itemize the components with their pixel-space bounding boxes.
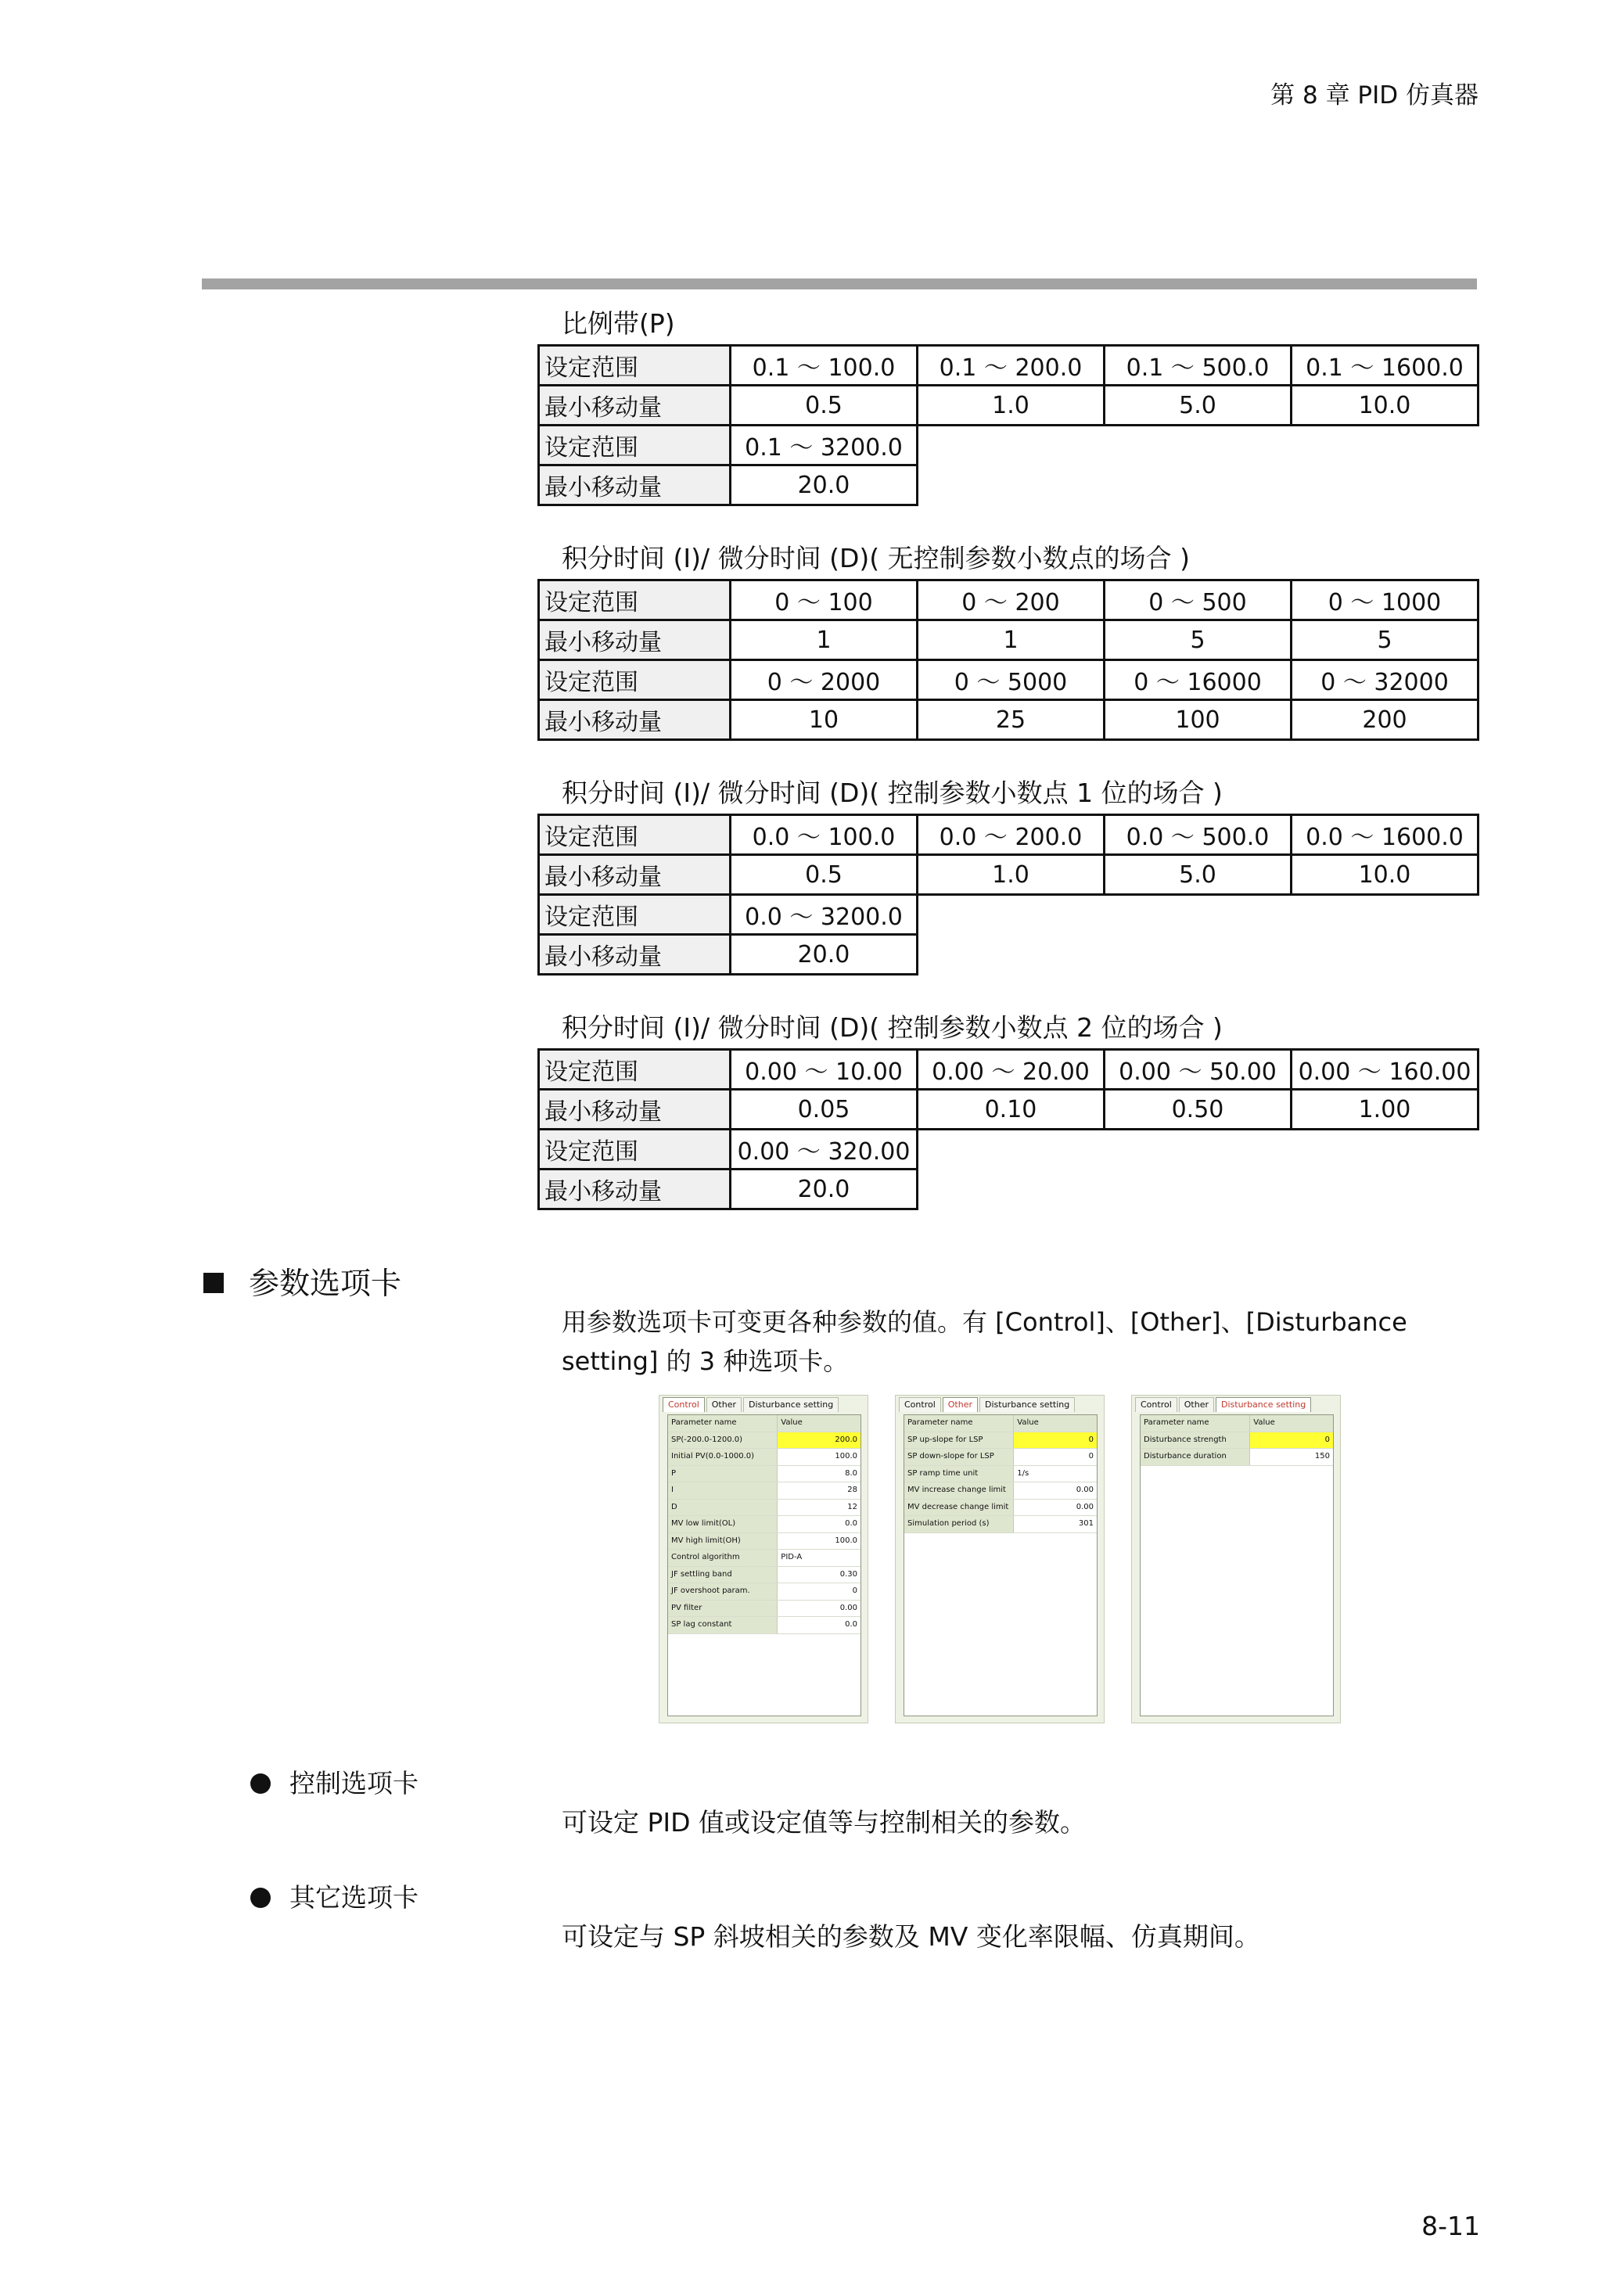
table-cell: 0.0 ～ 200.0 <box>918 815 1105 855</box>
row-label: 最小移动量 <box>539 700 731 740</box>
tab-bar <box>1135 1397 1337 1413</box>
bullet-description: 可设定 PID 值或设定值等与控制相关的参数。 <box>562 1807 1087 1838</box>
table-caption: 积分时间 (I)/ 微分时间 (D)( 控制参数小数点 1 位的场合 ) <box>562 778 1223 808</box>
table-cell: 0.5 <box>731 386 918 426</box>
parameter-name: SP(-200.0-1200.0) <box>668 1432 778 1449</box>
table-cell: 0.1 ～ 500.0 <box>1105 346 1292 386</box>
table-cell: 5.0 <box>1105 855 1292 895</box>
row-label: 设定范围 <box>539 346 731 386</box>
grid-row[interactable] <box>668 1516 861 1533</box>
grid-row[interactable] <box>668 1617 861 1634</box>
table-cell: 0 ～ 2000 <box>731 660 918 700</box>
table-cell: 0 ～ 32000 <box>1292 660 1478 700</box>
row-label: 最小移动量 <box>539 620 731 660</box>
table-cell: 1.00 <box>1292 1090 1478 1130</box>
header-parameter-name: Parameter name <box>1141 1415 1250 1432</box>
parameter-name: Disturbance duration <box>1141 1449 1250 1465</box>
parameter-table-proportional-band <box>537 344 1479 506</box>
table-row <box>539 855 1478 895</box>
table-cell: 0.05 <box>731 1090 918 1130</box>
grid-row[interactable] <box>1141 1449 1333 1466</box>
table-cell: 20.0 <box>731 1170 918 1209</box>
row-label: 设定范围 <box>539 660 731 700</box>
table-cell: 10 <box>731 700 918 740</box>
table-row <box>539 1170 1478 1209</box>
round-bullet-icon <box>250 1888 271 1908</box>
table-row <box>539 346 1478 386</box>
square-bullet-icon <box>203 1273 224 1293</box>
grid-row[interactable] <box>668 1567 861 1584</box>
row-label: 设定范围 <box>539 1130 731 1170</box>
header-parameter-name: Parameter name <box>904 1415 1014 1432</box>
parameter-name: MV decrease change limit <box>904 1500 1014 1516</box>
table-caption: 比例带(P) <box>562 308 675 339</box>
table-cell: 1.0 <box>918 855 1105 895</box>
tab-other[interactable]: Other <box>1179 1397 1214 1412</box>
grid-header <box>668 1415 861 1432</box>
tab-disturbance-setting[interactable]: Disturbance setting <box>743 1397 839 1412</box>
table-cell: 0 ～ 100 <box>731 580 918 620</box>
parameter-grid <box>1140 1414 1334 1716</box>
table-caption: 积分时间 (I)/ 微分时间 (D)( 控制参数小数点 2 位的场合 ) <box>562 1012 1223 1043</box>
table-cell: 0.1 ～ 200.0 <box>918 346 1105 386</box>
table-cell: 0 ～ 16000 <box>1105 660 1292 700</box>
parameter-value[interactable]: 100.0 <box>835 1452 857 1461</box>
row-label: 设定范围 <box>539 815 731 855</box>
table-cell: 0.00 ～ 20.00 <box>918 1050 1105 1090</box>
parameter-value[interactable]: 28 <box>847 1486 857 1494</box>
table-cell: 0.0 ～ 100.0 <box>731 815 918 855</box>
header-rule <box>202 278 1477 289</box>
parameter-table-no-decimal <box>537 579 1479 741</box>
table-row <box>539 700 1478 740</box>
table-cell: 5 <box>1105 620 1292 660</box>
tab-disturbance-setting[interactable]: Disturbance setting <box>1216 1397 1311 1412</box>
parameter-name: PV filter <box>668 1601 778 1617</box>
bullet-other-tab <box>250 1877 419 1914</box>
page-header: 第 8 章 PID 仿真器 <box>1270 81 1478 110</box>
parameter-value[interactable]: 0.0 <box>845 1620 857 1629</box>
parameter-name: Control algorithm <box>668 1550 778 1566</box>
parameter-name: I <box>668 1482 778 1499</box>
grid-row[interactable] <box>668 1432 861 1450</box>
row-label: 最小移动量 <box>539 935 731 975</box>
parameter-tab-screenshots <box>659 1395 1347 1723</box>
table-cell: 1.0 <box>918 386 1105 426</box>
bullet-title: 其它选项卡 <box>289 1882 419 1913</box>
grid-row[interactable] <box>904 1482 1097 1500</box>
round-bullet-icon <box>250 1773 271 1794</box>
table-cell: 0.1 ～ 100.0 <box>731 346 918 386</box>
row-label: 最小移动量 <box>539 1090 731 1130</box>
parameter-name: Simulation period (s) <box>904 1516 1014 1532</box>
row-label: 设定范围 <box>539 895 731 935</box>
table-row <box>539 620 1478 660</box>
disturbance-tab-screenshot <box>1131 1395 1341 1723</box>
table-row <box>539 935 1478 975</box>
bullet-title: 控制选项卡 <box>289 1768 419 1798</box>
parameter-grid <box>904 1414 1098 1716</box>
parameter-value[interactable]: 8.0 <box>845 1468 857 1478</box>
row-label: 最小移动量 <box>539 386 731 426</box>
row-label: 最小移动量 <box>539 465 731 505</box>
grid-row[interactable] <box>904 1449 1097 1466</box>
parameter-name: Initial PV(0.0-1000.0) <box>668 1449 778 1465</box>
table-cell: 0.1 ～ 3200.0 <box>731 426 918 465</box>
parameter-name: SP down-slope for LSP <box>904 1449 1014 1465</box>
grid-row[interactable] <box>904 1432 1097 1450</box>
table-cell: 0.0 ～ 500.0 <box>1105 815 1292 855</box>
table-cell: 0.00 ～ 10.00 <box>731 1050 918 1090</box>
table-cell: 0.0 ～ 1600.0 <box>1292 815 1478 855</box>
parameter-name: Disturbance strength <box>1141 1432 1250 1449</box>
header-parameter-name: Parameter name <box>668 1415 778 1432</box>
table-cell: 1 <box>918 620 1105 660</box>
table-cell: 0.0 ～ 3200.0 <box>731 895 918 935</box>
table-cell: 25 <box>918 700 1105 740</box>
parameter-name: MV increase change limit <box>904 1482 1014 1499</box>
grid-row[interactable] <box>1141 1432 1333 1450</box>
other-tab-screenshot <box>895 1395 1105 1723</box>
table-row <box>539 1050 1478 1090</box>
grid-row[interactable] <box>668 1482 861 1500</box>
table-cell: 5.0 <box>1105 386 1292 426</box>
row-label: 设定范围 <box>539 580 731 620</box>
grid-row[interactable] <box>904 1500 1097 1517</box>
table-cell: 0 ～ 200 <box>918 580 1105 620</box>
table-cell: 10.0 <box>1292 386 1478 426</box>
parameter-value[interactable]: 0.00 <box>1076 1502 1094 1511</box>
table-row <box>539 895 1478 935</box>
row-label: 最小移动量 <box>539 1170 731 1209</box>
grid-row[interactable] <box>668 1601 861 1618</box>
parameter-value[interactable]: 0 <box>1088 1452 1094 1461</box>
parameter-table-two-decimal <box>537 1048 1479 1210</box>
table-cell: 5 <box>1292 620 1478 660</box>
grid-header <box>904 1415 1097 1432</box>
grid-row[interactable] <box>668 1466 861 1483</box>
parameter-value[interactable]: PID-A <box>781 1553 803 1561</box>
tab-control[interactable]: Control <box>1135 1397 1177 1412</box>
table-caption: 积分时间 (I)/ 微分时间 (D)( 无控制参数小数点的场合 ) <box>562 543 1190 573</box>
parameter-name: MV high limit(OH) <box>668 1533 778 1550</box>
parameter-name: SP lag constant <box>668 1617 778 1633</box>
parameter-value[interactable]: 1/s <box>1017 1468 1029 1478</box>
parameter-table-one-decimal <box>537 814 1479 976</box>
grid-row[interactable] <box>668 1500 861 1517</box>
row-label: 最小移动量 <box>539 855 731 895</box>
table-cell: 0.10 <box>918 1090 1105 1130</box>
table-cell: 0.00 ～ 320.00 <box>731 1130 918 1170</box>
parameter-value[interactable]: 0.00 <box>1076 1486 1094 1494</box>
table-row <box>539 815 1478 855</box>
parameter-value[interactable]: 12 <box>847 1502 857 1511</box>
row-label: 设定范围 <box>539 426 731 465</box>
table-cell: 0.50 <box>1105 1090 1292 1130</box>
parameter-value[interactable]: 0 <box>852 1586 857 1595</box>
tab-bar <box>663 1397 864 1413</box>
table-cell: 0.5 <box>731 855 918 895</box>
tab-control[interactable]: Control <box>899 1397 941 1412</box>
table-cell: 0 ～ 5000 <box>918 660 1105 700</box>
bullet-description: 可设定与 SP 斜坡相关的参数及 MV 变化率限幅、仿真期间。 <box>562 1921 1260 1952</box>
table-row <box>539 1090 1478 1130</box>
tab-bar <box>899 1397 1101 1413</box>
parameter-value[interactable]: 0 <box>1014 1432 1097 1449</box>
table-row <box>539 386 1478 426</box>
grid-row[interactable] <box>668 1550 861 1567</box>
table-cell: 20.0 <box>731 935 918 975</box>
header-value: Value <box>1014 1415 1097 1432</box>
table-cell: 0.00 ～ 50.00 <box>1105 1050 1292 1090</box>
section-heading <box>203 1259 401 1303</box>
row-label: 设定范围 <box>539 1050 731 1090</box>
parameter-name: SP ramp time unit <box>904 1466 1014 1482</box>
parameter-value[interactable]: 0 <box>1250 1432 1333 1449</box>
parameter-grid <box>667 1414 861 1716</box>
parameter-value[interactable]: 301 <box>1078 1519 1094 1528</box>
tab-other[interactable]: Other <box>706 1397 742 1412</box>
header-value: Value <box>1250 1415 1333 1432</box>
tab-disturbance-setting[interactable]: Disturbance setting <box>979 1397 1075 1412</box>
table-row <box>539 660 1478 700</box>
parameter-name: MV low limit(OL) <box>668 1516 778 1532</box>
parameter-name: P <box>668 1466 778 1482</box>
table-cell: 0.00 ～ 160.00 <box>1292 1050 1478 1090</box>
parameter-name: JF overshoot param. <box>668 1583 778 1600</box>
page-number: 8-11 <box>1421 2211 1480 2241</box>
parameter-name: D <box>668 1500 778 1516</box>
section-description: 用参数选项卡可变更各种参数的值。有 [Control]、[Other]、[Disturbance setting] 的 3 种选项卡。 <box>562 1307 1407 1376</box>
grid-row[interactable] <box>904 1516 1097 1533</box>
parameter-value[interactable]: 0.30 <box>839 1569 857 1579</box>
tab-control[interactable]: Control <box>663 1397 705 1412</box>
grid-row[interactable] <box>668 1533 861 1550</box>
parameter-value[interactable]: 100.0 <box>835 1536 857 1545</box>
table-row <box>539 465 1478 505</box>
table-row <box>539 1130 1478 1170</box>
grid-header <box>1141 1415 1333 1432</box>
grid-row[interactable] <box>668 1583 861 1601</box>
table-cell: 0 ～ 500 <box>1105 580 1292 620</box>
bullet-control-tab <box>250 1763 419 1800</box>
table-cell: 1 <box>731 620 918 660</box>
grid-row[interactable] <box>668 1449 861 1466</box>
parameter-value[interactable]: 0.00 <box>839 1603 857 1612</box>
parameter-value[interactable]: 0.0 <box>845 1519 857 1528</box>
table-cell: 0 ～ 1000 <box>1292 580 1478 620</box>
parameter-value[interactable]: 200.0 <box>778 1432 861 1449</box>
control-tab-screenshot <box>659 1395 868 1723</box>
tab-other[interactable]: Other <box>943 1397 978 1412</box>
table-cell: 200 <box>1292 700 1478 740</box>
parameter-name: JF settling band <box>668 1567 778 1583</box>
header-value: Value <box>778 1415 861 1432</box>
grid-row[interactable] <box>904 1466 1097 1483</box>
table-row <box>539 580 1478 620</box>
parameter-value[interactable]: 150 <box>1314 1452 1330 1461</box>
table-cell: 10.0 <box>1292 855 1478 895</box>
table-cell: 100 <box>1105 700 1292 740</box>
table-cell: 0.1 ～ 1600.0 <box>1292 346 1478 386</box>
section-title: 参数选项卡 <box>249 1267 402 1302</box>
parameter-name: SP up-slope for LSP <box>904 1432 1014 1449</box>
table-row <box>539 426 1478 465</box>
table-cell: 20.0 <box>731 465 918 505</box>
